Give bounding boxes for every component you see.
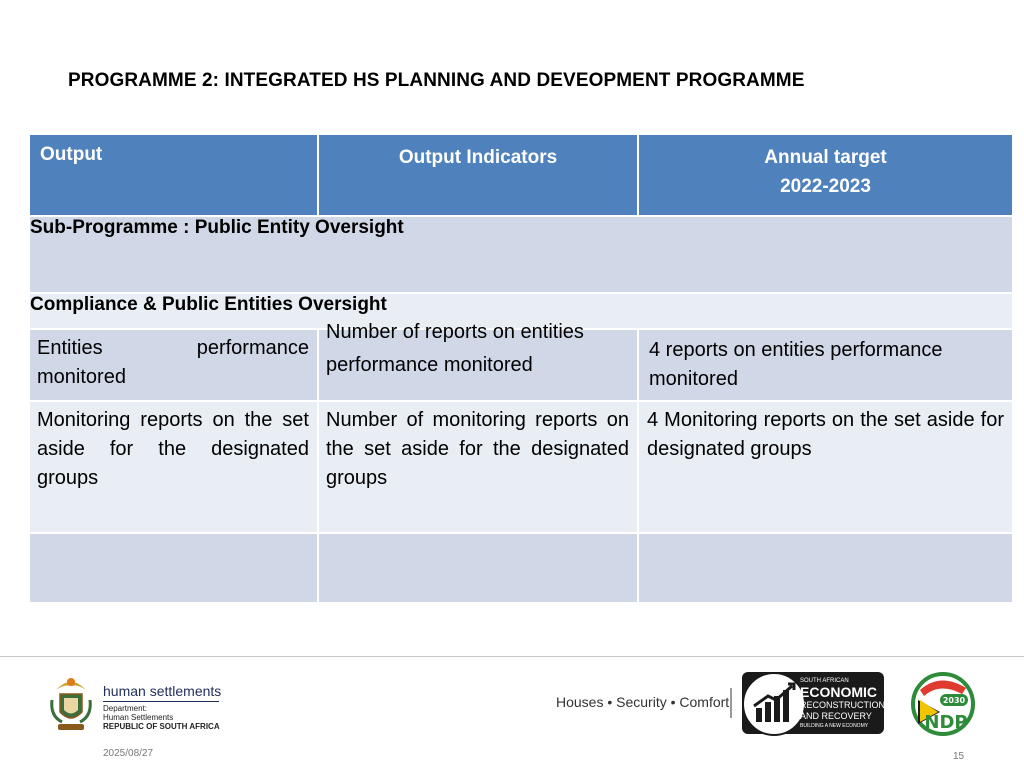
table-row [29, 401, 1013, 533]
tagline-divider [730, 688, 732, 718]
empty-cell [29, 533, 318, 603]
header-annual-target-label: Annual target [764, 147, 887, 168]
recovery-chart-icon [742, 672, 806, 736]
subprogramme-row [29, 216, 1013, 293]
header-output-indicators: Output Indicators [318, 134, 638, 216]
slide-date: 2025/08/27 [103, 748, 154, 759]
ndp-2030-logo [910, 672, 976, 741]
table-row-empty [29, 533, 1013, 603]
subprogramme-label: Sub-Programme : Public Entity Oversight [29, 216, 1013, 293]
row1-indicator-line2: performance monitored [326, 354, 533, 376]
ndp-year: 2030 [942, 696, 966, 705]
err-mid1: RECONSTRUCTION [800, 700, 885, 710]
empty-cell [318, 533, 638, 603]
header-annual-target [638, 134, 1013, 216]
row2-output: Monitoring reports on the set aside for the designated groups [29, 401, 318, 533]
row1-target: 4 reports on entities performance monitored [638, 329, 1013, 401]
dept-name: human settlements [103, 683, 222, 699]
section-label: Compliance & Public Entities Oversight [29, 293, 1013, 329]
dept-line2: Human Settlements [103, 713, 174, 722]
table-row [29, 329, 1013, 401]
empty-cell [638, 533, 1013, 603]
recovery-text [800, 678, 885, 730]
coat-of-arms-icon [48, 672, 94, 739]
ndp-text: NDP [924, 712, 968, 733]
programme-table [28, 133, 1014, 604]
footer-divider [0, 656, 1024, 657]
economic-recovery-logo [742, 672, 884, 734]
row2-target: 4 Monitoring reports on the set aside for designated groups [638, 401, 1013, 533]
slide-title: PROGRAMME 2: INTEGRATED HS PLANNING AND DEVEOPMENT PROGRAMME [68, 70, 805, 91]
department-logo-text [103, 683, 221, 731]
err-small: SOUTH AFRICAN [800, 678, 849, 684]
row1-output: Entities performance monitored [29, 329, 318, 401]
row2-indicator: Number of monitoring reports on the set aside for the designated groups [318, 401, 638, 533]
header-annual-target-year: 2022-2023 [780, 176, 871, 197]
table-header-row [29, 134, 1013, 216]
dept-rule [103, 701, 219, 702]
page-number: 15 [953, 751, 965, 762]
dept-line3: REPUBLIC OF SOUTH AFRICA [103, 722, 220, 731]
row1-indicator-line1: Number of reports on entities [326, 321, 584, 343]
dept-line1: Department: [103, 704, 148, 713]
row1-indicator [318, 321, 638, 401]
tagline: Houses • Security • Comfort [556, 694, 730, 710]
err-tiny: BUILDING A NEW ECONOMY [800, 723, 869, 729]
err-big: ECONOMIC [800, 684, 877, 700]
err-mid2: AND RECOVERY [800, 711, 872, 721]
header-output: Output [29, 134, 318, 216]
